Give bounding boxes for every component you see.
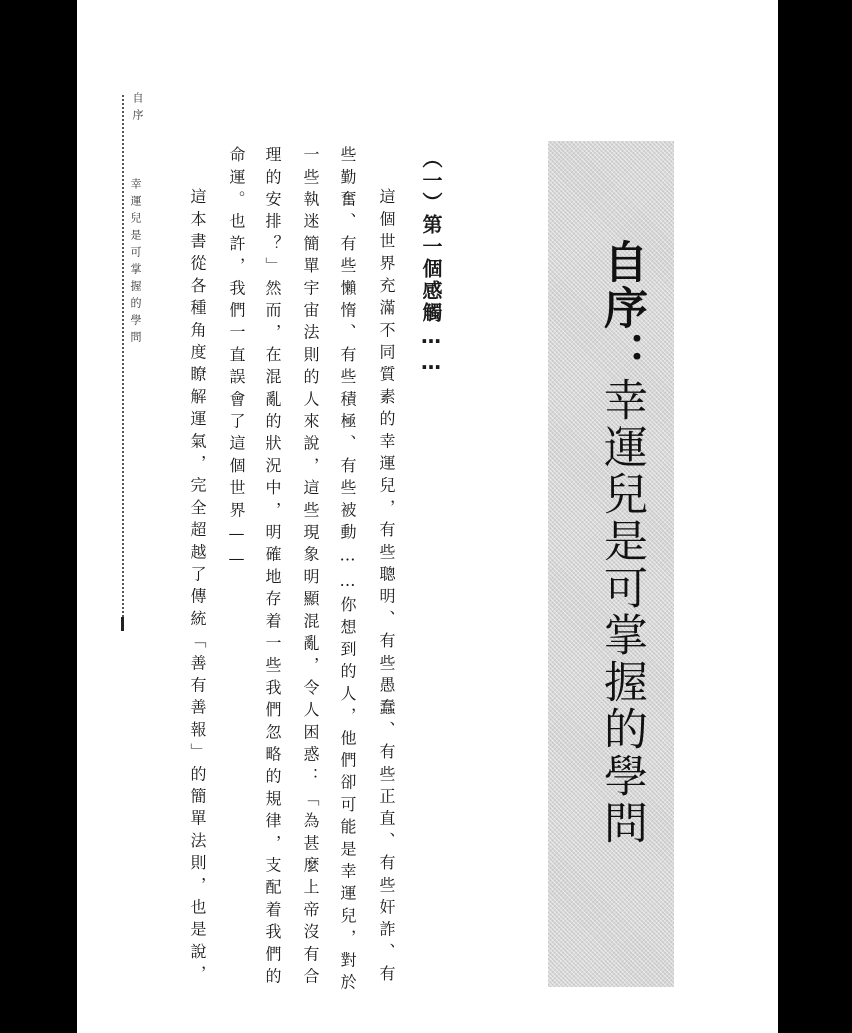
chapter-title-box: [548, 141, 674, 987]
body-line-2: 些勤奮、有些懶惰、有些積極、有些被動……你想到的人，他們卻可能是幸運兒，對於: [338, 146, 357, 996]
body-line-3: 一些執迷簡單宇宙法則的人來說，這些現象明顯混亂，令人困惑：「為甚麼上帝沒有合: [301, 146, 320, 990]
chapter-title-prefix: 自序：: [596, 239, 647, 377]
body-line-4: 理的安排？」然而，在混亂的狀況中，明確地存着一些我們忽略的規律，支配着我們的: [263, 146, 282, 990]
running-head-title: 幸運兒是可掌握的學問: [129, 178, 142, 348]
running-head-marker: [121, 617, 124, 631]
chapter-title-main: 幸運兒是可掌握的學問: [596, 377, 647, 847]
body-line-6: 這本書從各種角度瞭解運氣，完全超越了傳統「善有善報」的簡單法則，也是說，: [188, 188, 207, 988]
chapter-title: [589, 239, 653, 847]
running-head-rule: [122, 95, 124, 617]
body-line-5: 命運。也許，我們一直誤會了這個世界——: [227, 146, 246, 574]
running-head-chapter: 自序: [131, 92, 144, 126]
section-heading: ︵一︶第一個感觸……: [419, 148, 443, 376]
body-line-1: 這個世界充滿不同質素的幸運兒，有些聰明、有些愚蠢、有些正直、有些奸詐、有: [377, 188, 396, 988]
book-page: [77, 0, 778, 1033]
